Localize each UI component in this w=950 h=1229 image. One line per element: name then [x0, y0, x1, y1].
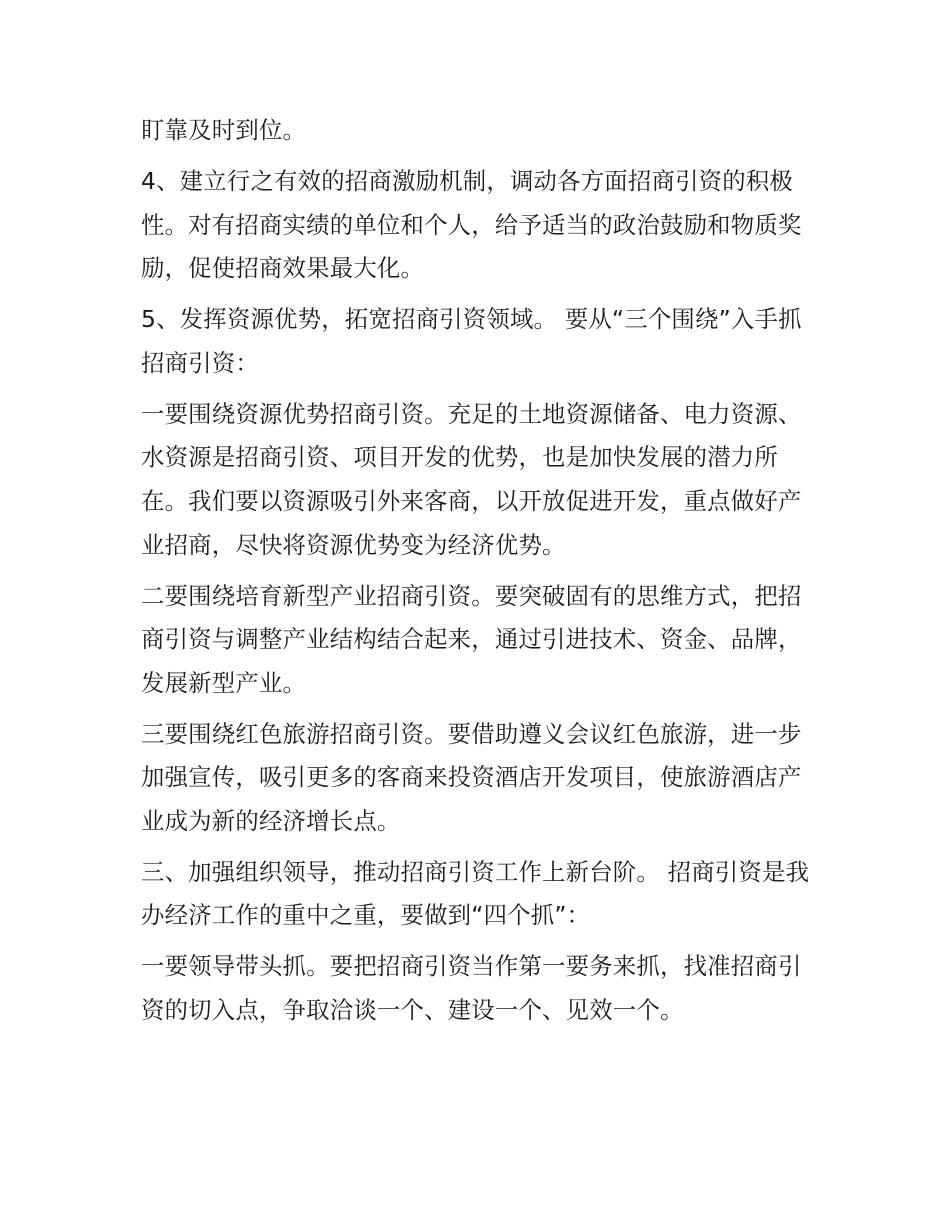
- paragraph-leadership: 一要领导带头抓。要把招商引资当作第一要务来抓，找准招商引资的切入点，争取洽谈一个、建设一个、见效一个。: [141, 952, 802, 1025]
- paragraph-new-industry: 二要围绕培育新型产业招商引资。要突破固有的思维方式，把招商引资与调整产业结构结合起来，通过引进技术、资金、品牌，发展新型产业。: [141, 581, 802, 697]
- paragraph-item-5: 5、发挥资源优势，拓宽招商引资领域。 要从“三个围绕”入手抓招商引资：: [141, 305, 802, 377]
- document-body: [141, 109, 821, 1040]
- section-heading-three: 三、加强组织领导，推动招商引资工作上新台阶。 招商引资是我办经济工作的重中之重，要做到“四个抓”：: [141, 857, 810, 930]
- paragraph-red-tourism: 三要围绕红色旅游招商引资。要借助遵义会议红色旅游，进一步加强宣传，吸引更多的客商来投资酒店开发项目，使旅游酒店产业成为新的经济增长点。: [141, 719, 802, 835]
- paragraph-resource-advantage: 一要围绕资源优势招商引资。充足的土地资源储备、电力资源、水资源是招商引资、项目开发的优势，也是加快发展的潜力所在。我们要以资源吸引外来客商，以开放促进开发，重点做好产业招商，尽快将资源优势变为经济优势。: [141, 399, 802, 559]
- paragraph-item-4: 4、建立行之有效的招商激励机制，调动各方面招商引资的积极性。对有招商实绩的单位和个人，给予适当的政治鼓励和物质奖励，促使招商效果最大化。: [141, 166, 802, 283]
- paragraph-continuation: 盯靠及时到位。: [141, 116, 307, 144]
